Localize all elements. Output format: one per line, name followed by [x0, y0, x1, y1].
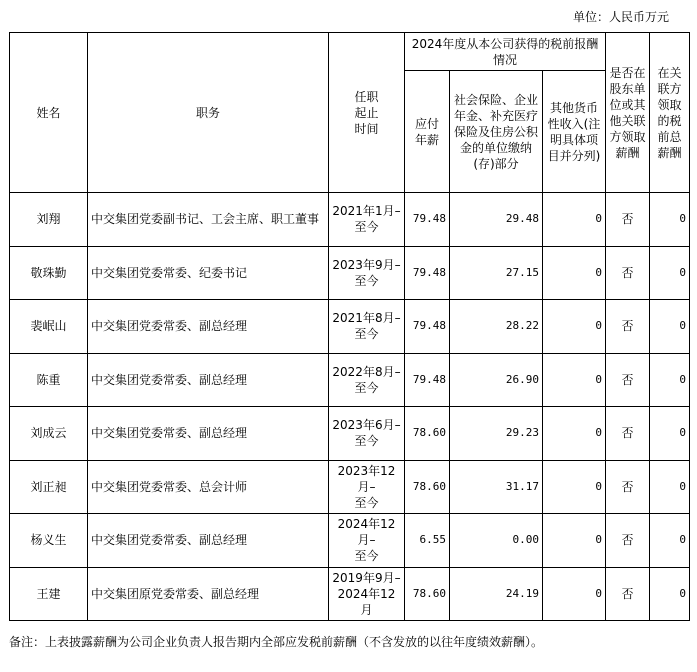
table-row [10, 514, 690, 568]
cell-term: 2019年9月– 2024年12月 [329, 567, 405, 621]
cell-name: 王建 [10, 567, 88, 621]
cell-social-insurance: 26.90 [450, 353, 543, 407]
cell-related-party-flag: 否 [606, 193, 650, 247]
cell-position: 中交集团党委副书记、工会主席、职工董事 [88, 193, 329, 247]
cell-related-party-total: 0 [650, 460, 690, 514]
cell-related-party-flag: 否 [606, 353, 650, 407]
cell-name: 刘翔 [10, 193, 88, 247]
cell-related-party-total: 0 [650, 300, 690, 354]
cell-position: 中交集团党委常委、纪委书记 [88, 246, 329, 300]
cell-social-insurance: 29.48 [450, 193, 543, 247]
cell-social-insurance: 0.00 [450, 514, 543, 568]
unit-label: 单位：人民币万元 [572, 10, 669, 24]
cell-salary: 79.48 [405, 246, 450, 300]
cell-name: 杨义生 [10, 514, 88, 568]
cell-related-party-total: 0 [650, 567, 690, 621]
cell-related-party-total: 0 [650, 407, 690, 461]
cell-salary: 79.48 [405, 300, 450, 354]
cell-social-insurance: 27.15 [450, 246, 543, 300]
cell-related-party-flag: 否 [606, 514, 650, 568]
cell-term: 2022年8月– 至今 [329, 353, 405, 407]
cell-position: 中交集团党委常委、副总经理 [88, 353, 329, 407]
cell-related-party-flag: 否 [606, 300, 650, 354]
cell-related-party-total: 0 [650, 353, 690, 407]
cell-related-party-total: 0 [650, 193, 690, 247]
cell-other-income: 0 [543, 460, 606, 514]
cell-term: 2023年12月– 至今 [329, 460, 405, 514]
cell-term: 2021年1月– 至今 [329, 193, 405, 247]
cell-position: 中交集团原党委常委、副总经理 [88, 567, 329, 621]
header-salary: 应付 年薪 [405, 71, 450, 193]
table-row [10, 567, 690, 621]
cell-social-insurance: 28.22 [450, 300, 543, 354]
header-related-party-flag: 是否在 股东单 位或其 他关联 方领取 薪酬 [606, 33, 650, 193]
cell-related-party-flag: 否 [606, 246, 650, 300]
header-position: 职务 [88, 33, 329, 193]
cell-salary: 78.60 [405, 407, 450, 461]
cell-name: 裴岷山 [10, 300, 88, 354]
cell-other-income: 0 [543, 300, 606, 354]
cell-salary: 79.48 [405, 193, 450, 247]
cell-salary: 6.55 [405, 514, 450, 568]
cell-term: 2024年12月– 至今 [329, 514, 405, 568]
table-row [10, 300, 690, 354]
table-row [10, 246, 690, 300]
header-name: 姓名 [10, 33, 88, 193]
cell-position: 中交集团党委常委、副总经理 [88, 514, 329, 568]
cell-social-insurance: 29.23 [450, 407, 543, 461]
cell-other-income: 0 [543, 514, 606, 568]
table-row [10, 407, 690, 461]
cell-salary: 78.60 [405, 460, 450, 514]
cell-salary: 79.48 [405, 353, 450, 407]
cell-other-income: 0 [543, 407, 606, 461]
cell-name: 敬珠勤 [10, 246, 88, 300]
cell-name: 刘成云 [10, 407, 88, 461]
table-row [10, 353, 690, 407]
header-compensation-group: 2024年度从本公司获得的税前报酬 情况 [405, 33, 606, 71]
cell-other-income: 0 [543, 567, 606, 621]
cell-position: 中交集团党委常委、副总经理 [88, 300, 329, 354]
cell-term: 2023年6月– 至今 [329, 407, 405, 461]
header-related-party-total: 在关 联方 领取 的税 前总 薪酬 [650, 33, 690, 193]
cell-other-income: 0 [543, 193, 606, 247]
cell-related-party-flag: 否 [606, 567, 650, 621]
cell-salary: 78.60 [405, 567, 450, 621]
cell-related-party-total: 0 [650, 246, 690, 300]
cell-position: 中交集团党委常委、副总经理 [88, 407, 329, 461]
table-body [10, 193, 690, 621]
cell-name: 陈重 [10, 353, 88, 407]
cell-other-income: 0 [543, 246, 606, 300]
header-social-insurance: 社会保险、企业 年金、补充医疗 保险及住房公积 金的单位缴纳 (存)部分 [450, 71, 543, 193]
cell-social-insurance: 24.19 [450, 567, 543, 621]
cell-other-income: 0 [543, 353, 606, 407]
cell-position: 中交集团党委常委、总会计师 [88, 460, 329, 514]
cell-related-party-flag: 否 [606, 407, 650, 461]
cell-related-party-total: 0 [650, 514, 690, 568]
cell-related-party-flag: 否 [606, 460, 650, 514]
cell-term: 2023年9月– 至今 [329, 246, 405, 300]
cell-term: 2021年8月– 至今 [329, 300, 405, 354]
cell-name: 刘正昶 [10, 460, 88, 514]
cell-social-insurance: 31.17 [450, 460, 543, 514]
table-row [10, 460, 690, 514]
table-row [10, 193, 690, 247]
compensation-table [9, 32, 690, 621]
header-term: 任职 起止 时间 [329, 33, 405, 193]
header-other-income: 其他货币 性收入(注 明具体项 目并分列) [543, 71, 606, 193]
footnote: 备注：上表披露薪酬为公司企业负责人报告期内全部应发税前薪酬（不含发放的以往年度绩效薪酬）。 [9, 635, 544, 649]
